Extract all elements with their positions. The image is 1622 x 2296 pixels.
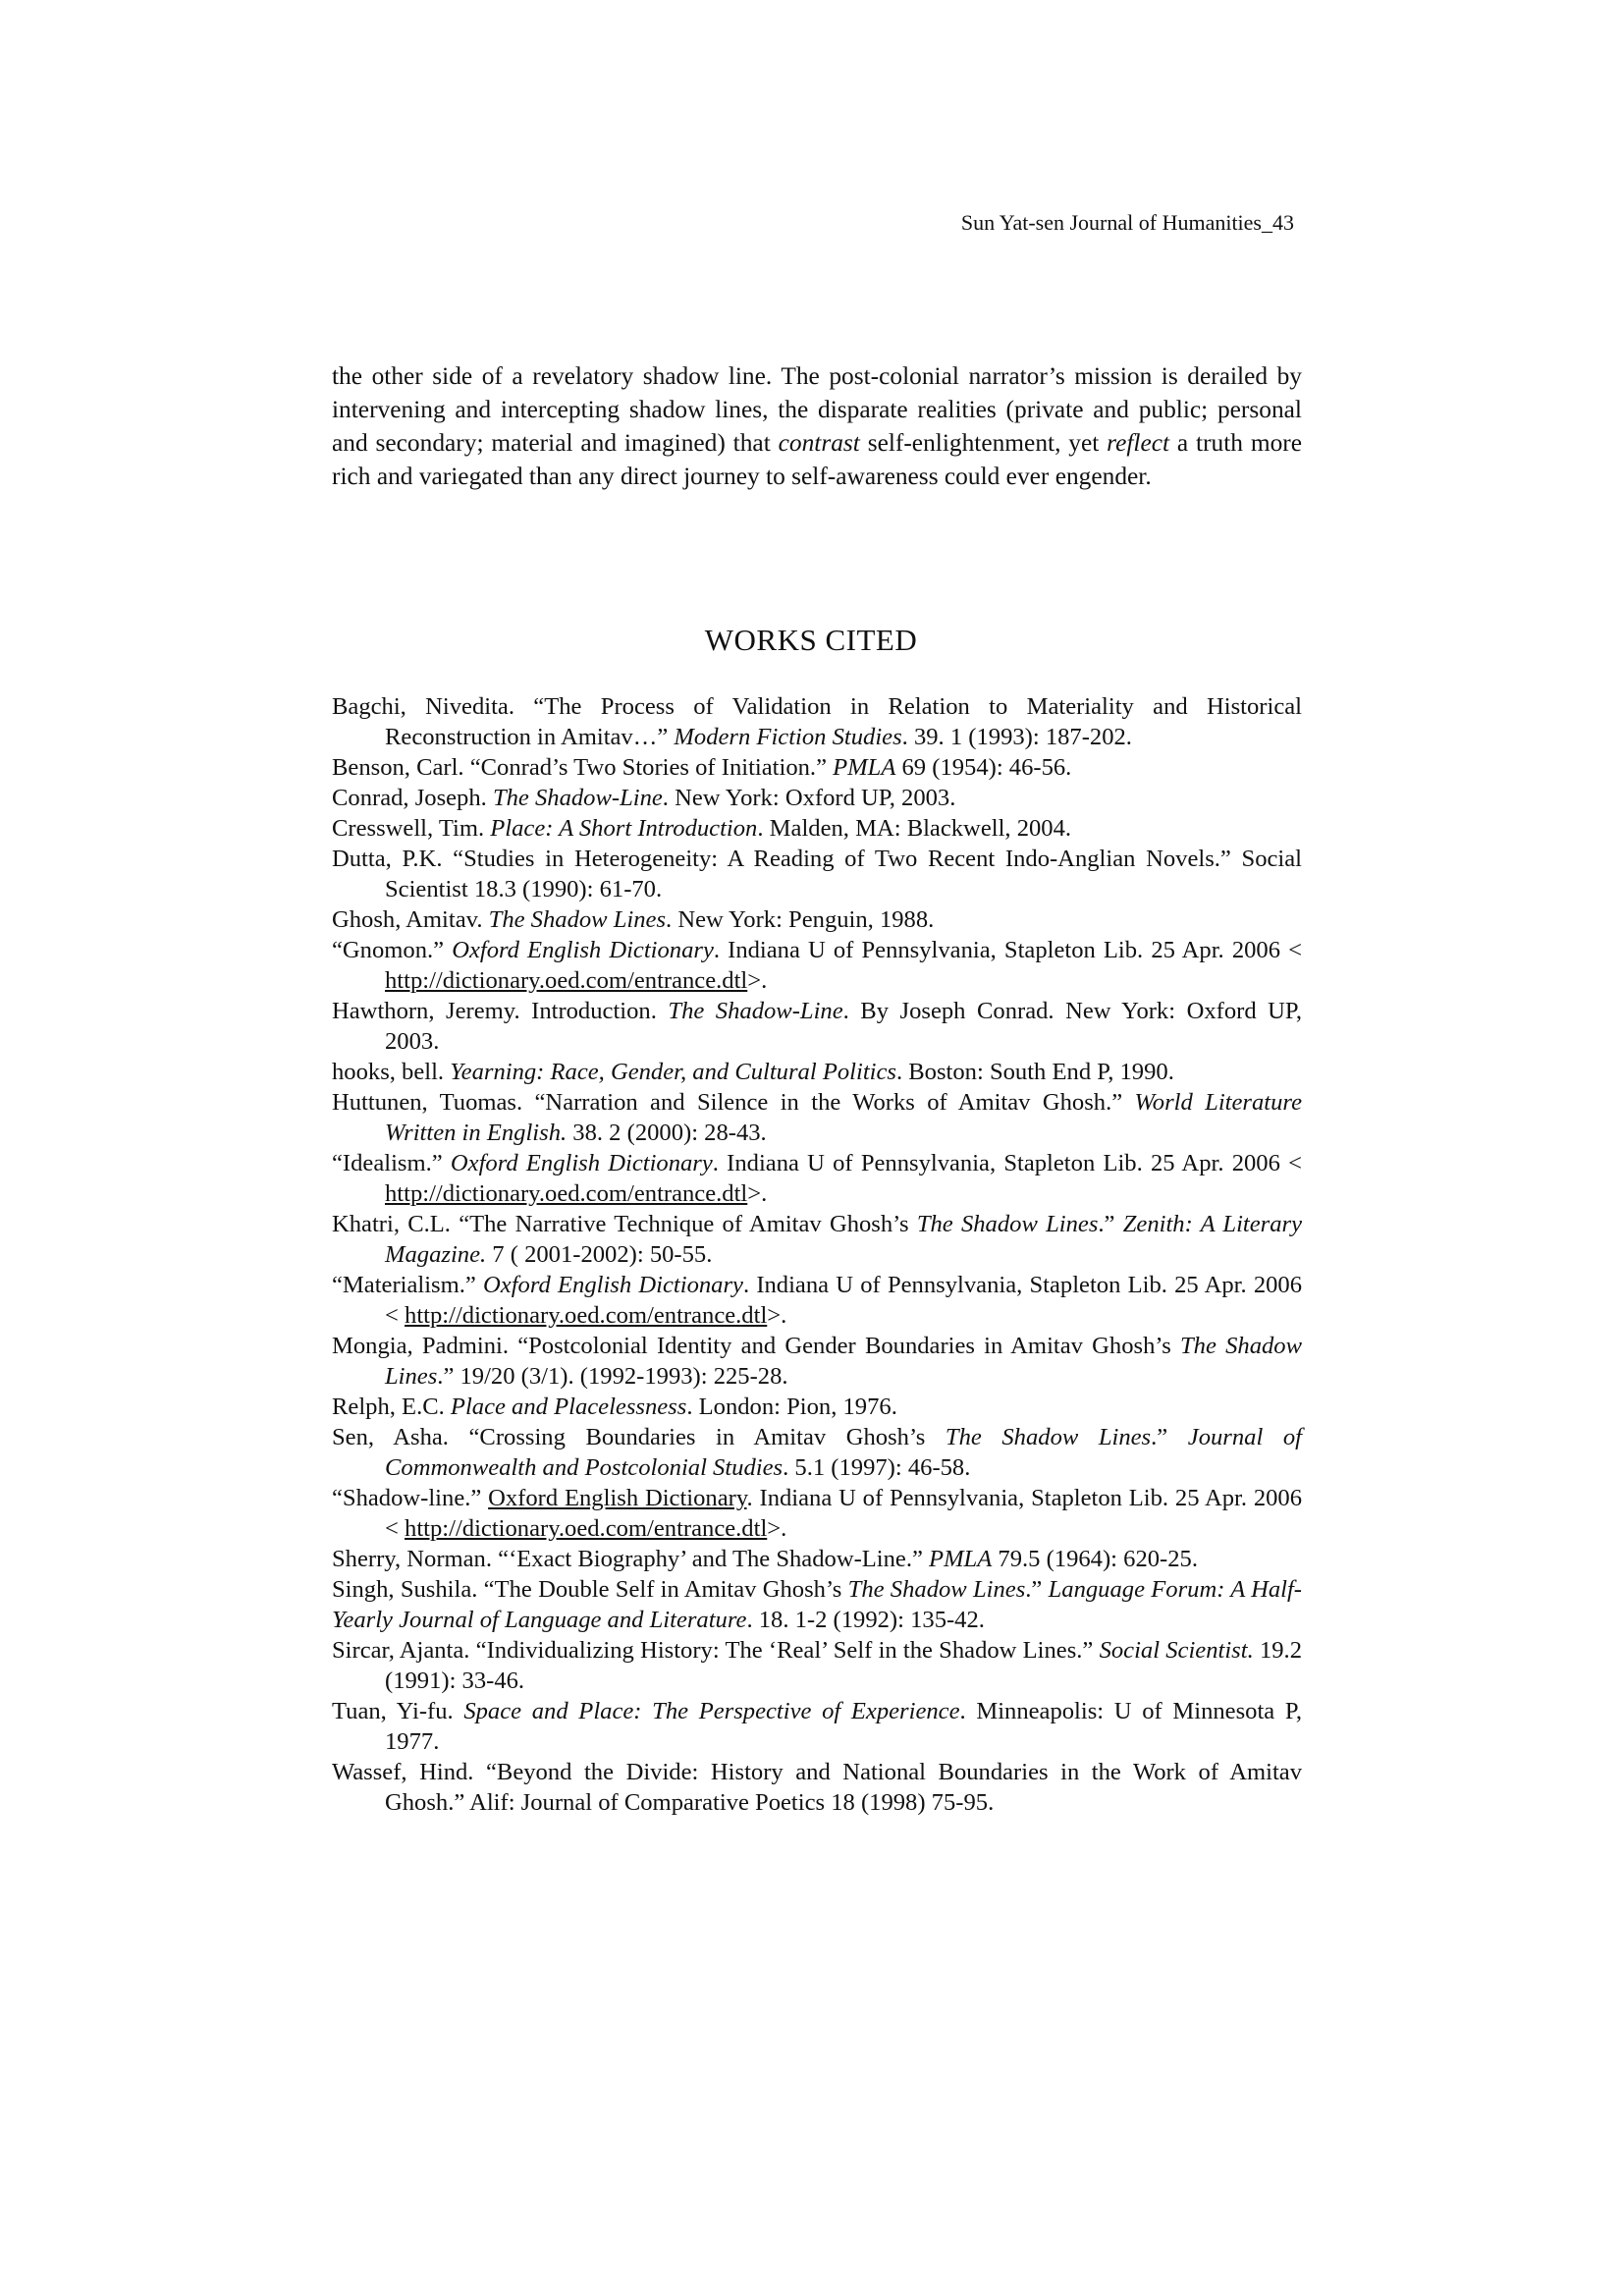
citation-text: .” xyxy=(1151,1424,1188,1450)
citation-title: Zenith: A Literary Magazine. xyxy=(385,1211,1303,1268)
citation-text: “Idealism.” xyxy=(332,1150,451,1176)
citation-title: The Shadow Lines xyxy=(847,1576,1026,1603)
citation-title-underlined: Oxford English Dictionary xyxy=(488,1485,747,1511)
citation-entry xyxy=(332,1757,1302,1818)
citation-text: Tuan, Yi-fu. xyxy=(332,1698,464,1724)
citation-entry xyxy=(332,813,1302,844)
citation-title: Social Scientist. xyxy=(1099,1637,1254,1664)
citation-entry xyxy=(332,1209,1302,1270)
citation-text: Hawthorn, Jeremy. Introduction. xyxy=(332,998,669,1024)
citation-text: Sircar, Ajanta. “Individualizing History: The ‘Real’ Self in the Shadow Lines.” xyxy=(332,1637,1100,1664)
citation-entry xyxy=(332,996,1302,1057)
citation-text: 38. 2 (2000): 28-43. xyxy=(567,1120,767,1146)
citation-text: . Indiana U of Pennsylvania, Stapleton Lib. 25 Apr. 2006 < xyxy=(712,1150,1302,1176)
citation-text: Relph, E.C. xyxy=(332,1394,451,1420)
citation-entry xyxy=(332,1574,1302,1635)
citation-text: Conrad, Joseph. xyxy=(332,785,493,811)
citation-text: Bagchi, Nivedita. “The Process of Validation in Relation to Materiality and Historical Reconstruction in Amitav…” xyxy=(332,693,1302,750)
citation-text: >. xyxy=(767,1515,787,1542)
citation-text: Sherry, Norman. “‘Exact Biography’ and The Shadow-Line.” xyxy=(332,1546,930,1572)
citation-title: Modern Fiction Studies xyxy=(674,724,902,750)
citation-entry xyxy=(332,1635,1302,1696)
citation-text: 7 ( 2001-2002): 50-55. xyxy=(486,1241,713,1268)
citation-title: The Shadow Lines xyxy=(385,1333,1302,1390)
citation-text: . New York: Penguin, 1988. xyxy=(666,906,935,933)
citation-entry xyxy=(332,752,1302,783)
citation-text: >. xyxy=(747,967,768,994)
citation-title: Space and Place: The Perspective of Experience xyxy=(463,1698,960,1724)
citation-entry xyxy=(332,1087,1302,1148)
paragraph-text: a truth more rich and variegated than any direct journey to self-awareness could ever engender. xyxy=(332,429,1303,490)
citation-title: Yearning: Race, Gender, and Cultural Politics xyxy=(450,1059,896,1085)
citation-text: Mongia, Padmini. “Postcolonial Identity and Gender Boundaries in Amitav Ghosh’s xyxy=(332,1333,1180,1359)
citation-title: PMLA xyxy=(929,1546,993,1572)
paragraph-emphasis: contrast xyxy=(778,429,860,457)
citation-title: The Shadow Lines xyxy=(488,906,667,933)
citation-url-link[interactable]: http://dictionary.oed.com/entrance.dtl xyxy=(405,1302,768,1329)
citation-text: . 39. 1 (1993): 187-202. xyxy=(901,724,1132,750)
citation-text: “Gnomon.” xyxy=(332,937,453,963)
citation-title: PMLA xyxy=(833,754,896,781)
citation-entry xyxy=(332,1148,1302,1209)
citation-entry xyxy=(332,1422,1302,1483)
citation-title: Journal of Commonwealth and Postcolonial Studies xyxy=(385,1424,1302,1481)
citation-text: .” xyxy=(1098,1211,1123,1237)
citation-text: Huttunen, Tuomas. “Narration and Silence in the Works of Amitav Ghosh.” xyxy=(332,1089,1135,1116)
citation-text: . Malden, MA: Blackwell, 2004. xyxy=(757,815,1072,842)
citation-title: Place and Placelessness xyxy=(450,1394,687,1420)
citation-text: . 5.1 (1997): 46-58. xyxy=(783,1454,971,1481)
citation-text: Ghosh, Amitav. xyxy=(332,906,489,933)
citation-text: Cresswell, Tim. xyxy=(332,815,491,842)
citation-text: . Minneapolis: U of Minnesota P, 1977. xyxy=(385,1698,1302,1755)
citation-title: Language Forum: A Half-Yearly Journal of Language and Literature xyxy=(332,1576,1302,1633)
citation-text: “Materialism.” xyxy=(332,1272,484,1298)
citation-text: Wassef, Hind. “Beyond the Divide: History and National Boundaries in the Work of Amitav Ghosh.” Alif: Journal of Comparative Poetics 18 (1998) 75-95. xyxy=(332,1759,1302,1816)
running-head: Sun Yat-sen Journal of Humanities_43 xyxy=(960,210,1294,235)
paragraph-emphasis: reflect xyxy=(1107,429,1170,457)
citation-text: . Indiana U of Pennsylvania, Stapleton Lib. 25 Apr. 2006 < xyxy=(385,1485,1303,1542)
paragraph-text: the other side of a revelatory shadow line. The post-colonial narrator’s mission is derailed by intervening and intercepting shadow lines, the disparate realities (private and public; personal and secondary; material and imagined) that xyxy=(332,362,1302,457)
works-cited-list xyxy=(332,691,1302,1818)
citation-title: The Shadow-Line xyxy=(492,785,663,811)
citation-text: . London: Pion, 1976. xyxy=(686,1394,897,1420)
citation-entry xyxy=(332,844,1302,904)
citation-entry xyxy=(332,1392,1302,1422)
citation-text: . Boston: South End P, 1990. xyxy=(895,1059,1174,1085)
citation-title: Oxford English Dictionary xyxy=(452,937,714,963)
citation-text: Benson, Carl. “Conrad’s Two Stories of Initiation.” xyxy=(332,754,834,781)
citation-entry xyxy=(332,1483,1302,1544)
citation-title: The Shadow-Line xyxy=(668,998,843,1024)
citation-entry xyxy=(332,783,1302,813)
citation-entry xyxy=(332,904,1302,935)
citation-title: Oxford English Dictionary xyxy=(450,1150,713,1176)
citation-title: Oxford English Dictionary xyxy=(483,1272,743,1298)
citation-text: . New York: Oxford UP, 2003. xyxy=(662,785,956,811)
citation-url-link[interactable]: http://dictionary.oed.com/entrance.dtl xyxy=(385,967,748,994)
citation-text: Singh, Sushila. “The Double Self in Amitav Ghosh’s xyxy=(332,1576,848,1603)
citation-title: The Shadow Lines xyxy=(916,1211,1099,1237)
citation-url-link[interactable]: http://dictionary.oed.com/entrance.dtl xyxy=(405,1515,768,1542)
citation-entry xyxy=(332,691,1302,752)
citation-text: 69 (1954): 46-56. xyxy=(895,754,1072,781)
citation-entry xyxy=(332,1270,1302,1331)
citation-text: hooks, bell. xyxy=(332,1059,451,1085)
citation-entry xyxy=(332,1544,1302,1574)
citation-text: Dutta, P.K. “Studies in Heterogeneity: A Reading of Two Recent Indo-Anglian Novels.” Social Scientist 18.3 (1990): 61-70. xyxy=(332,846,1302,902)
citation-text: 79.5 (1964): 620-25. xyxy=(992,1546,1198,1572)
citation-text: .” xyxy=(1025,1576,1049,1603)
closing-paragraph xyxy=(332,359,1302,493)
citation-text: Sen, Asha. “Crossing Boundaries in Amitav Ghosh’s xyxy=(332,1424,946,1450)
citation-text: . 18. 1-2 (1992): 135-42. xyxy=(746,1607,985,1633)
citation-text: >. xyxy=(767,1302,787,1329)
citation-text: Khatri, C.L. “The Narrative Technique of Amitav Ghosh’s xyxy=(332,1211,917,1237)
citation-text: .” 19/20 (3/1). (1992-1993): 225-28. xyxy=(437,1363,788,1390)
citation-entry xyxy=(332,935,1302,996)
citation-text: “Shadow-line.” xyxy=(332,1485,489,1511)
citation-text: . By Joseph Conrad. New York: Oxford UP, 2003. xyxy=(385,998,1303,1055)
citation-text: . Indiana U of Pennsylvania, Stapleton Lib. 25 Apr. 2006 < xyxy=(713,937,1302,963)
citation-text: 19.2 (1991): 33-46. xyxy=(385,1637,1302,1694)
citation-text: >. xyxy=(747,1180,768,1207)
citation-title: The Shadow Lines xyxy=(945,1424,1152,1450)
works-cited-heading: WORKS CITED xyxy=(704,623,918,657)
citation-entry xyxy=(332,1696,1302,1757)
citation-url-link[interactable]: http://dictionary.oed.com/entrance.dtl xyxy=(385,1180,748,1207)
citation-title: World Literature Written in English. xyxy=(385,1089,1302,1146)
citation-entry xyxy=(332,1057,1302,1087)
paragraph-text: self-enlightenment, yet xyxy=(859,429,1108,457)
citation-entry xyxy=(332,1331,1302,1392)
citation-text: . Indiana U of Pennsylvania, Stapleton Lib. 25 Apr. 2006 < xyxy=(385,1272,1303,1329)
citation-title: Place: A Short Introduction xyxy=(490,815,758,842)
